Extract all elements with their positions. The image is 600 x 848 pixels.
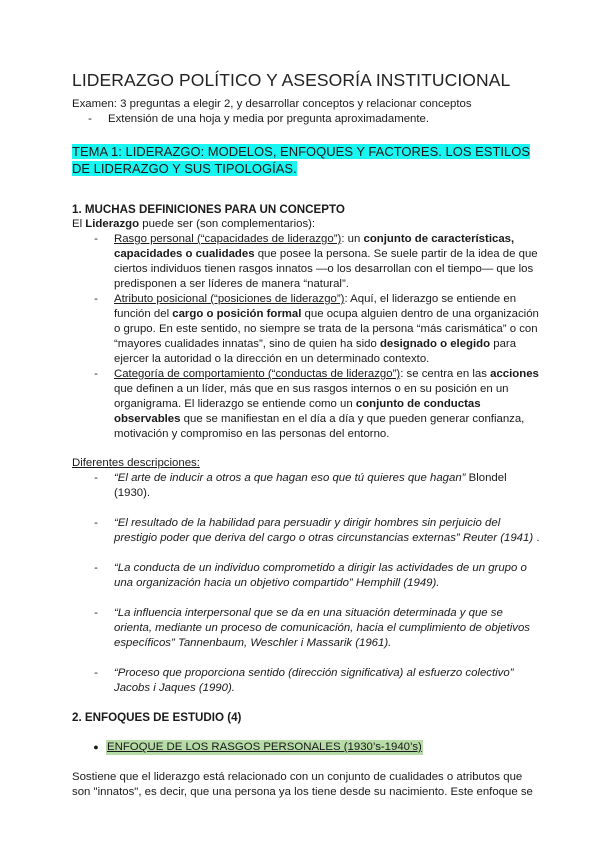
definition-item xyxy=(72,232,540,292)
definition-term: Atributo posicional (“posiciones de liderazgo”) xyxy=(114,293,345,305)
quotes-list xyxy=(72,471,540,696)
enfoque-bullet xyxy=(86,740,540,755)
bullet-icon: ● xyxy=(93,742,99,752)
intro-text-a: El xyxy=(72,218,86,230)
quote-item xyxy=(72,561,540,591)
quote-item xyxy=(72,606,540,651)
tema-heading xyxy=(72,143,540,177)
enfoque-paragraph: Sostiene que el liderazgo está relacionado con un conjunto de cualidades o atributos que son "innatos", es decir, que una persona ya los tiene desde su nacimiento. Este enfoque se xyxy=(72,771,533,798)
dash-marker: - xyxy=(94,293,98,305)
intro-text-c: puede ser (son complementarios): xyxy=(139,218,316,230)
quote-item xyxy=(72,666,540,696)
definition-bold: acciones xyxy=(490,368,539,380)
definition-term: Rasgo personal (“capacidades de liderazgo”) xyxy=(114,233,342,245)
definition-text: para ejercer la autoridad o la dirección en un determinado contexto. xyxy=(114,338,517,365)
dash-marker: - xyxy=(94,368,98,380)
intro-bold: Liderazgo xyxy=(85,218,140,230)
definition-text: que se manifiestan en el día a día y que pueden generar confianza, motivación y compromiso en las personas del entorno. xyxy=(114,413,525,440)
exam-info: Examen: 3 preguntas a elegir 2, y desarrollar conceptos y relacionar conceptos xyxy=(72,98,472,110)
dash-marker: - xyxy=(94,517,98,529)
quote-author: Blondel (1930). xyxy=(114,472,507,499)
definition-item xyxy=(72,292,540,367)
quote-text: “La influencia interpersonal que se da en una situación determinada y que se orienta, mediante un proceso de comunicación, hacia el cumplimiento de objetivos específicos” Tannenbaum, Weschler i Massarik (1961). xyxy=(114,607,530,649)
definition-list xyxy=(72,232,540,442)
definition-term: Categoría de comportamiento (“conductas de liderazgo”) xyxy=(114,368,401,380)
dash-marker: - xyxy=(94,667,98,679)
definition-text: que posee la persona. Se suele partir de la idea de que ciertos individuos tienen rasgos innatos —o los desarrollan con el tiempo— que los predisponen a ser líderes de manera “natural”. xyxy=(114,248,538,290)
definition-bold: conjunto de conductas observables xyxy=(114,398,481,425)
definition-text: que ocupa alguien dentro de una organización o grupo. En este sentido, no siempre se trata de la persona “más carismática” o con “mayores cualidades innatas”, sino de quien ha sido xyxy=(114,308,539,350)
definition-text: : un xyxy=(341,233,364,245)
quote-item xyxy=(72,516,540,546)
quote-text: “La conducta de un individuo comprometido a dirigir las actividades de un grupo o una organización hacia un objetivo compartido” Hemphill (1949). xyxy=(114,562,527,589)
definition-text: : Aquí, el liderazgo se entiende en función del xyxy=(114,293,517,320)
definition-bold: conjunto de características, capacidades o cualidades xyxy=(114,233,515,260)
quote-item xyxy=(72,471,540,501)
definition-bold: cargo o posición formal xyxy=(172,308,302,320)
dash-marker: - xyxy=(94,472,98,484)
exam-subnote xyxy=(72,112,540,127)
document-title: LIDERAZGO POLÍTICO Y ASESORÍA INSTITUCIONAL xyxy=(72,70,511,90)
section1-intro xyxy=(72,217,540,232)
definition-text: que definen a un líder, más que en sus rasgos internos o en su posición en un organigrama. El liderazgo se entiende como un xyxy=(114,383,509,410)
dash-marker: - xyxy=(94,607,98,619)
exam-subnote-text: Extensión de una hoja y media por pregunta aproximadamente. xyxy=(108,113,430,125)
dash-marker: - xyxy=(94,562,98,574)
definition-text: : se centra en las xyxy=(400,368,491,380)
dash-marker: - xyxy=(94,233,98,245)
quote-text: “El resultado de la habilidad para persuadir y dirigir hombres sin perjuicio del prestigio poder que deriva del cargo o otras circunstancias externas” Reuter (1941) xyxy=(114,517,534,544)
quote-text: “Proceso que proporciona sentido (dirección significativa) al esfuerzo colectivo” Jacobs i Jaques (1990). xyxy=(114,667,514,694)
descripciones-heading: Diferentes descripciones: xyxy=(72,457,200,469)
dash-marker: - xyxy=(88,113,92,125)
quote-author: . xyxy=(533,532,540,544)
section1-heading: 1. MUCHAS DEFINICIONES PARA UN CONCEPTO xyxy=(72,203,345,216)
enfoque-title: ENFOQUE DE LOS RASGOS PERSONALES (1930’s-1940’s) xyxy=(107,741,422,753)
quote-text: “El arte de inducir a otros a que hagan eso que tú quieres que hagan” xyxy=(114,472,466,484)
definition-item xyxy=(72,367,540,442)
tema-heading-text: TEMA 1: LIDERAZGO: MODELOS, ENFOQUES Y FACTORES. LOS ESTILOS DE LIDERAZGO Y SUS TIPOLOGÍAS. xyxy=(72,144,531,176)
definition-bold: designado o elegido xyxy=(379,338,491,350)
section2-heading: 2. ENFOQUES DE ESTUDIO (4) xyxy=(72,711,242,724)
